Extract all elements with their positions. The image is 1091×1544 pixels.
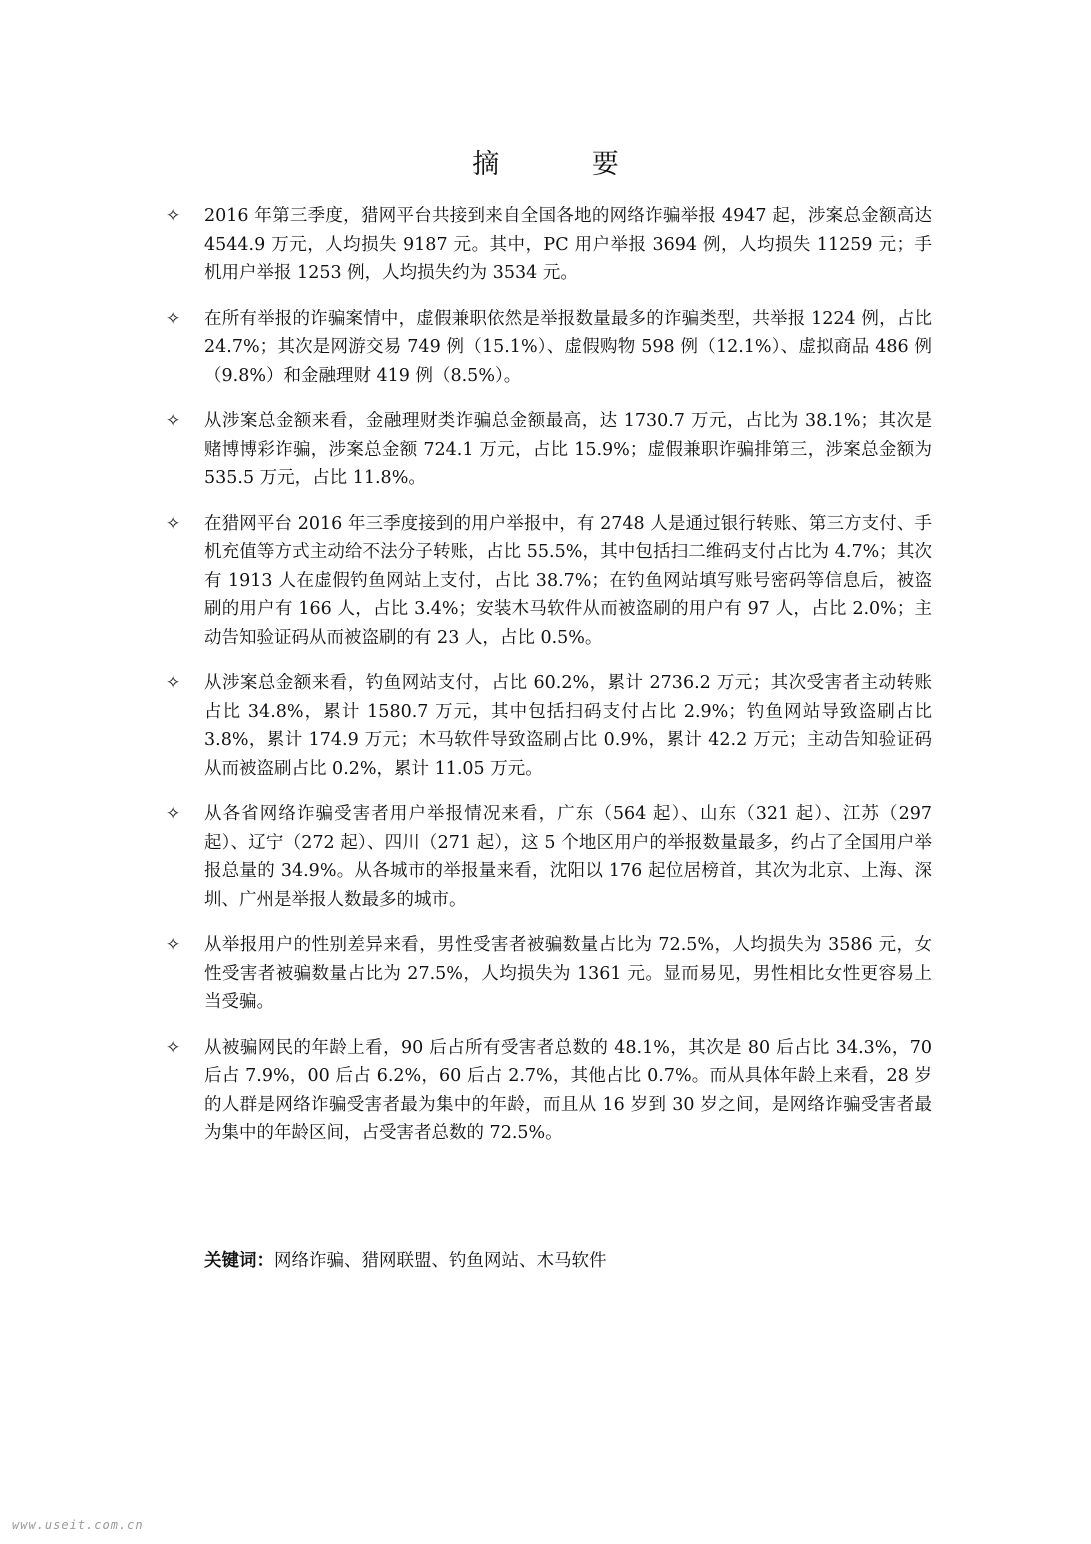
summary-item-text: 在所有举报的诈骗案情中，虚假兼职依然是举报数量最多的诈骗类型，共举报 1224 例，占比 24.7%；其次是网游交易 749 例（15.1%）、虚假购物 598 例（12.1%）、虚拟商品 486 例（9.8%）和金融理财 419 例（8.5%）。 <box>204 308 932 386</box>
watermark-text: www.useit.com.cn <box>12 1518 144 1532</box>
summary-item <box>160 202 932 288</box>
summary-item <box>160 305 932 391</box>
page-title: 摘 要 <box>472 149 661 180</box>
diamond-bullet-icon: ✧ <box>166 673 181 693</box>
summary-item-text: 从各省网络诈骗受害者用户举报情况来看，广东（564 起）、山东（321 起）、江苏（297 起）、辽宁（272 起）、四川（271 起），这 5 个地区用户的举报数量最多，约占了全国用户举报总量的 34.9%。从各城市的举报量来看，沈阳以 176 起位居榜首，其次为北京、上海、深圳、广州是举报人数最多的城市。 <box>204 804 932 910</box>
summary-item-text: 在猎网平台 2016 年三季度接到的用户举报中，有 2748 人是通过银行转账、第三方支付、手机充值等方式主动给不法分子转账，占比 55.5%，其中包括扫二维码支付占比为 4.7%；其次有 1913 人在虚假钓鱼网站上支付，占比 38.7%；在钓鱼网站填写账号密码等信息后，被盗刷的用户有 166 人，占比 3.4%；安装木马软件从而被盗刷的用户有 97 人，占比 2.0%；主动告知验证码从而被盗刷的有 23 人，占比 0.5%。 <box>204 513 932 648</box>
summary-item <box>160 1034 932 1148</box>
diamond-bullet-icon: ✧ <box>166 1037 181 1058</box>
summary-item <box>160 407 932 493</box>
summary-item-text: 从举报用户的性别差异来看，男性受害者被骗数量占比为 72.5%，人均损失为 3586 元，女性受害者被骗数量占比为 27.5%，人均损失为 1361 元。显而易见，男性相比女性更容易上当受骗。 <box>204 935 932 1012</box>
keywords-line <box>204 1247 607 1275</box>
diamond-bullet-icon: ✧ <box>166 206 181 226</box>
diamond-bullet-icon: ✧ <box>166 513 181 534</box>
summary-item-text: 从被骗网民的年龄上看，90 后占所有受害者总数的 48.1%，其次是 80 后占比 34.3%，70 后占 7.9%，00 后占 6.2%，60 后占 2.7%，其他占比 0.7%。而从具体年龄上来看，28 岁的人群是网络诈骗受害者最为集中的年龄，而且从 16 岁到 30 岁之间，是网络诈骗受害者最为集中的年龄区间，占受害者总数的 72.5%。 <box>204 1037 932 1143</box>
summary-item <box>160 669 932 783</box>
diamond-bullet-icon: ✧ <box>166 804 181 824</box>
summary-item <box>160 510 932 653</box>
summary-item <box>160 800 932 914</box>
summary-item-text: 从涉案总金额来看，钓鱼网站支付，占比 60.2%，累计 2736.2 万元；其次受害者主动转账占比 34.8%，累计 1580.7 万元，其中包括扫码支付占比 2.9%；钓鱼网站导致盗刷占比 3.8%，累计 174.9 万元；木马软件导致盗刷占比 0.9%，累计 42.2 万元；主动告知验证码从而被盗刷占比 0.2%，累计 11.05 万元。 <box>204 673 932 779</box>
keywords-label: 关键词： <box>204 1251 274 1271</box>
diamond-bullet-icon: ✧ <box>166 308 181 329</box>
summary-item-text: 从涉案总金额来看，金融理财类诈骗总金额最高，达 1730.7 万元，占比为 38.1%；其次是赌博博彩诈骗，涉案总金额 724.1 万元，占比 15.9%；虚假兼职诈骗排第三，涉案总金额为 535.5 万元，占比 11.8%。 <box>204 411 932 488</box>
summary-item-text: 2016 年第三季度，猎网平台共接到来自全国各地的网络诈骗举报 4947 起，涉案总金额高达 4544.9 万元，人均损失 9187 元。其中，PC 用户举报 3694 例，人均损失 11259 元；手机用户举报 1253 例，人均损失约为 3534 元。 <box>204 206 932 283</box>
summary-list <box>160 202 932 1165</box>
keywords-value: 网络诈骗、猎网联盟、钓鱼网站、木马软件 <box>274 1251 607 1271</box>
diamond-bullet-icon: ✧ <box>166 411 181 431</box>
diamond-bullet-icon: ✧ <box>166 935 181 955</box>
summary-item <box>160 931 932 1017</box>
